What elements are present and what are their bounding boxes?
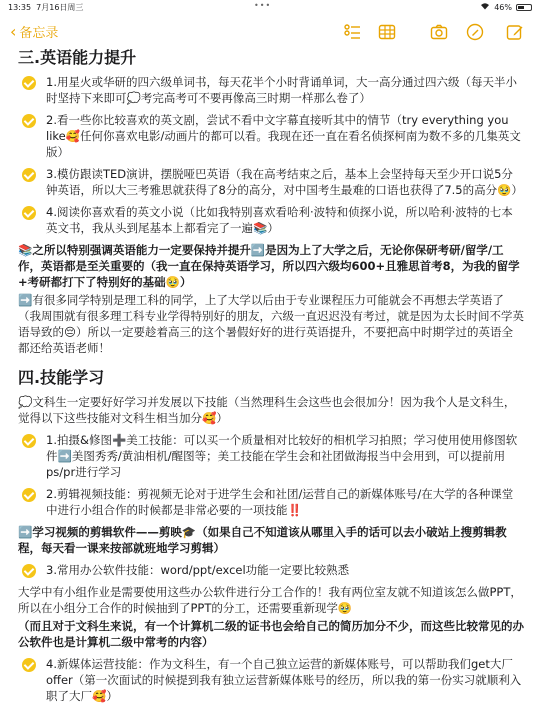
checklist-item[interactable]	[18, 562, 524, 578]
chevron-left-icon: ‹	[10, 21, 17, 41]
checklist-item-text: 3.常用办公软件技能：word/ppt/excel功能一定要比较熟悉	[46, 563, 350, 577]
checklist-item[interactable]	[18, 486, 524, 518]
status-right	[480, 2, 532, 12]
checklist-item[interactable]	[18, 432, 524, 480]
checklist-icon[interactable]	[344, 23, 362, 41]
status-time-date	[8, 2, 83, 13]
notes-toolbar	[0, 20, 540, 44]
skills-intro: 💭文科生一定要好好学习并发展以下技能（当然理科生会这些也会很加分！因为我个人是文科生，觉得以下这些技能对文科生相当加分🥰）	[18, 395, 516, 425]
section-title-english: 三.英语能力提升	[18, 48, 137, 67]
video-editing-note: ➡️学习视频的剪辑软件——剪映🎓（如果自己不知道该从哪里入手的话可以去小破站上搜剪辑教程，每天看一课来按部就班地学习剪辑）	[18, 525, 507, 555]
status-bar	[0, 0, 540, 14]
checked-circle-icon[interactable]	[22, 76, 36, 90]
checklist-item[interactable]	[18, 112, 524, 160]
english-summary-text: ➡️有很多同学特别是理工科的同学，上了大学以后由于专业课程压力可能就会不再想去学英语了（我周围就有很多理工科专业学得特别好的朋友，六级一直迟迟没有考过，就是因为太长时间不学英语导致的😔）所以一定要趁着高三的这个暑假好好的进行英语提升，不要把高中时期学过的英语全都还给英语老师！	[18, 293, 524, 355]
checklist-item[interactable]	[18, 74, 524, 106]
checklist-item-text: 4.阅读你喜欢看的英文小说（比如我特别喜欢看哈利·波特和侦探小说，所以哈利·波特的七本英文书，我从头到尾基本上都看完了一遍📚）	[46, 205, 513, 235]
checked-circle-icon[interactable]	[22, 206, 36, 220]
checked-circle-icon[interactable]	[22, 434, 36, 448]
back-button[interactable]	[10, 22, 58, 41]
status-time: 13:35	[8, 3, 32, 12]
battery-fill	[518, 6, 524, 9]
checked-circle-icon[interactable]	[22, 168, 36, 182]
checked-circle-icon[interactable]	[22, 488, 36, 502]
checklist-item[interactable]	[18, 166, 524, 198]
wifi-icon	[480, 2, 490, 12]
checked-circle-icon[interactable]	[22, 114, 36, 128]
english-summary-bold: 📚之所以特别强调英语能力一定要保持并提升➡️是因为上了大学之后，无论你保研考研/留学/工作，英语都是至关重要的（我一直在保持英语学习，所以四六级均600+且雅思首考8，为我的留学+考研都打下了特别好的基础🥹）	[18, 243, 520, 289]
checklist-item[interactable]	[18, 656, 524, 704]
section-title-skills: 四.技能学习	[18, 368, 105, 387]
note-body[interactable]	[18, 46, 524, 710]
multitasking-dots-icon[interactable]: •••	[254, 1, 272, 10]
status-date: 7月16日周三	[36, 3, 84, 12]
checklist-item-text: 3.模仿跟读TED演讲，摆脱哑巴英语（我在高考结束之后，基本上会坚持每天至少开口说5分钟英语，所以大三考雅思就获得了8分的高分，对中国考生最难的口语也获得了7.5的高分🥹）	[46, 167, 523, 197]
checklist-item[interactable]	[18, 204, 524, 236]
table-icon[interactable]	[378, 23, 396, 41]
back-button-label: 备忘录	[19, 26, 59, 41]
office-software-text: 大学中有小组作业是需要使用这些办公软件进行分工合作的！我有两位室友就不知道该怎么做PPT，所以在小组分工合作的时候抽到了PPT的分工，还需要重新现学🥹	[18, 585, 522, 615]
checklist-item-text: 1.用星火或华研的四六级单词书，每天花半个小时背诵单词，大一高分通过四六级（每天半小时坚持下来即可💭考完高考可不要再像高三时期一样那么卷了）	[46, 75, 517, 105]
battery-percent: 46%	[494, 2, 512, 12]
checklist-item-text: 2.剪辑视频技能：剪视频无论对于进学生会和社团/运营自己的新媒体账号/在大学的各种课堂中进行小组合作的时候都是非常必要的一项技能‼️	[46, 487, 514, 517]
markup-icon[interactable]	[466, 23, 484, 41]
checked-circle-icon[interactable]	[22, 658, 36, 672]
camera-icon[interactable]	[430, 23, 448, 41]
checklist-item-text: 1.拍摄&修图➕美工技能：可以买一个质量相对比较好的相机学习拍照；学习使用使用修图软件➡️美图秀秀/黄油相机/醒图等；美工技能在学生会和社团做海报当中会用到，可以提前用ps/pr进行学习	[46, 433, 518, 479]
checked-circle-icon[interactable]	[22, 564, 36, 578]
battery-icon	[516, 4, 532, 11]
checklist-item-text: 4.新媒体运营技能：作为文科生，有一个自己独立运营的新媒体账号，可以帮助我们get大厂offer（第一次面试的时候提到我有独立运营新媒体账号的经历，所以我的第一份实习就顺利入职了大厂🥰）	[46, 657, 522, 703]
office-software-note: （而且对于文科生来说，有一个计算机二级的证书也会给自己的简历加分不少，而这些比较常见的办公软件也是计算机二级中常考的内容）	[18, 619, 524, 649]
checklist-item-text: 2.看一些你比较喜欢的英文剧，尝试不看中文字幕直接听其中的情节（try everything you like🥰任何你喜欢电影/动画片的都可以看。我现在还一直在看名侦探柯南为数不多的几集英文版）	[46, 113, 521, 159]
compose-icon[interactable]	[506, 23, 524, 41]
